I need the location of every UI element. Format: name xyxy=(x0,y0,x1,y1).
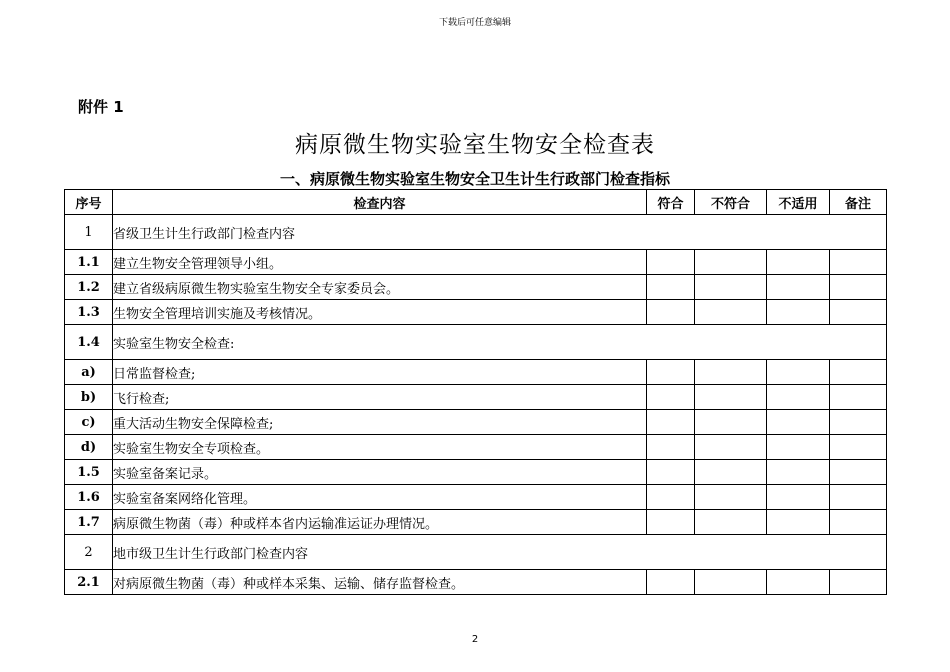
table-row xyxy=(65,570,887,595)
non-compliant-cell[interactable] xyxy=(695,485,767,510)
table-row xyxy=(65,485,887,510)
non-compliant-cell[interactable] xyxy=(695,460,767,485)
not-applicable-cell[interactable] xyxy=(767,435,830,460)
not-applicable-cell[interactable] xyxy=(767,570,830,595)
row-serial-number: 1 xyxy=(65,215,113,250)
non-compliant-cell[interactable] xyxy=(695,410,767,435)
not-applicable-cell[interactable] xyxy=(767,510,830,535)
row-inspection-content: 实验室生物安全检查: xyxy=(113,325,887,360)
row-serial-number: 1.7 xyxy=(65,510,113,535)
compliant-cell[interactable] xyxy=(647,385,695,410)
row-serial-number: 2 xyxy=(65,535,113,570)
row-inspection-content: 重大活动生物安全保障检查; xyxy=(113,410,647,435)
not-applicable-cell[interactable] xyxy=(767,300,830,325)
header-non-compliant: 不符合 xyxy=(695,190,767,215)
header-compliant: 符合 xyxy=(647,190,695,215)
non-compliant-cell[interactable] xyxy=(695,510,767,535)
compliant-cell[interactable] xyxy=(647,300,695,325)
compliant-cell[interactable] xyxy=(647,570,695,595)
compliant-cell[interactable] xyxy=(647,460,695,485)
table-row xyxy=(65,435,887,460)
page-number: 2 xyxy=(471,634,479,645)
remarks-cell[interactable] xyxy=(830,300,887,325)
compliant-cell[interactable] xyxy=(647,485,695,510)
row-inspection-content: 飞行检查; xyxy=(113,385,647,410)
row-serial-number: 2.1 xyxy=(65,570,113,595)
non-compliant-cell[interactable] xyxy=(695,570,767,595)
remarks-cell[interactable] xyxy=(830,510,887,535)
row-serial-number: 1.3 xyxy=(65,300,113,325)
row-inspection-content: 日常监督检查; xyxy=(113,360,647,385)
row-inspection-content: 建立生物安全管理领导小组。 xyxy=(113,250,647,275)
row-serial-number: 1.6 xyxy=(65,485,113,510)
table-row xyxy=(65,275,887,300)
table-row xyxy=(65,250,887,275)
non-compliant-cell[interactable] xyxy=(695,360,767,385)
compliant-cell[interactable] xyxy=(647,250,695,275)
row-serial-number: 1.1 xyxy=(65,250,113,275)
table-row xyxy=(65,535,887,570)
compliant-cell[interactable] xyxy=(647,435,695,460)
row-inspection-content: 实验室备案记录。 xyxy=(113,460,647,485)
remarks-cell[interactable] xyxy=(830,570,887,595)
page-title: 病原微生物实验室生物安全检查表 xyxy=(295,132,655,158)
remarks-cell[interactable] xyxy=(830,360,887,385)
compliant-cell[interactable] xyxy=(647,360,695,385)
table-row xyxy=(65,410,887,435)
compliant-cell[interactable] xyxy=(647,510,695,535)
remarks-cell[interactable] xyxy=(830,275,887,300)
row-serial-number: a) xyxy=(65,360,113,385)
row-serial-number: b) xyxy=(65,385,113,410)
table-row xyxy=(65,460,887,485)
remarks-cell[interactable] xyxy=(830,410,887,435)
table-row xyxy=(65,385,887,410)
remarks-cell[interactable] xyxy=(830,435,887,460)
non-compliant-cell[interactable] xyxy=(695,300,767,325)
row-inspection-content: 建立省级病原微生物实验室生物安全专家委员会。 xyxy=(113,275,647,300)
row-serial-number: c) xyxy=(65,410,113,435)
row-inspection-content: 对病原微生物菌（毒）种或样本采集、运输、储存监督检查。 xyxy=(113,570,647,595)
non-compliant-cell[interactable] xyxy=(695,435,767,460)
non-compliant-cell[interactable] xyxy=(695,385,767,410)
not-applicable-cell[interactable] xyxy=(767,460,830,485)
table-row xyxy=(65,325,887,360)
row-inspection-content: 实验室备案网络化管理。 xyxy=(113,485,647,510)
row-inspection-content: 地市级卫生计生行政部门检查内容 xyxy=(113,535,887,570)
table-row xyxy=(65,300,887,325)
inspection-table xyxy=(64,189,887,595)
remarks-cell[interactable] xyxy=(830,385,887,410)
row-inspection-content: 实验室生物安全专项检查。 xyxy=(113,435,647,460)
section-subtitle: 一、病原微生物实验室生物安全卫生计生行政部门检查指标 xyxy=(279,170,670,188)
row-inspection-content: 生物安全管理培训实施及考核情况。 xyxy=(113,300,647,325)
non-compliant-cell[interactable] xyxy=(695,250,767,275)
row-serial-number: d) xyxy=(65,435,113,460)
not-applicable-cell[interactable] xyxy=(767,275,830,300)
header-serial-number: 序号 xyxy=(65,190,113,215)
compliant-cell[interactable] xyxy=(647,275,695,300)
row-serial-number: 1.4 xyxy=(65,325,113,360)
remarks-cell[interactable] xyxy=(830,460,887,485)
not-applicable-cell[interactable] xyxy=(767,250,830,275)
header-remarks: 备注 xyxy=(830,190,887,215)
remarks-cell[interactable] xyxy=(830,485,887,510)
table-row xyxy=(65,360,887,385)
row-serial-number: 1.5 xyxy=(65,460,113,485)
header-note: 下载后可任意编辑 xyxy=(438,18,511,28)
row-inspection-content: 省级卫生计生行政部门检查内容 xyxy=(113,215,887,250)
header-inspection-content: 检查内容 xyxy=(113,190,647,215)
row-serial-number: 1.2 xyxy=(65,275,113,300)
not-applicable-cell[interactable] xyxy=(767,360,830,385)
not-applicable-cell[interactable] xyxy=(767,385,830,410)
not-applicable-cell[interactable] xyxy=(767,485,830,510)
table-header-row xyxy=(65,190,887,215)
table-row xyxy=(65,215,887,250)
attachment-label: 附件 1 xyxy=(78,98,124,116)
row-inspection-content: 病原微生物菌（毒）种或样本省内运输准运证办理情况。 xyxy=(113,510,647,535)
table-row xyxy=(65,510,887,535)
compliant-cell[interactable] xyxy=(647,410,695,435)
non-compliant-cell[interactable] xyxy=(695,275,767,300)
not-applicable-cell[interactable] xyxy=(767,410,830,435)
header-not-applicable: 不适用 xyxy=(767,190,830,215)
remarks-cell[interactable] xyxy=(830,250,887,275)
